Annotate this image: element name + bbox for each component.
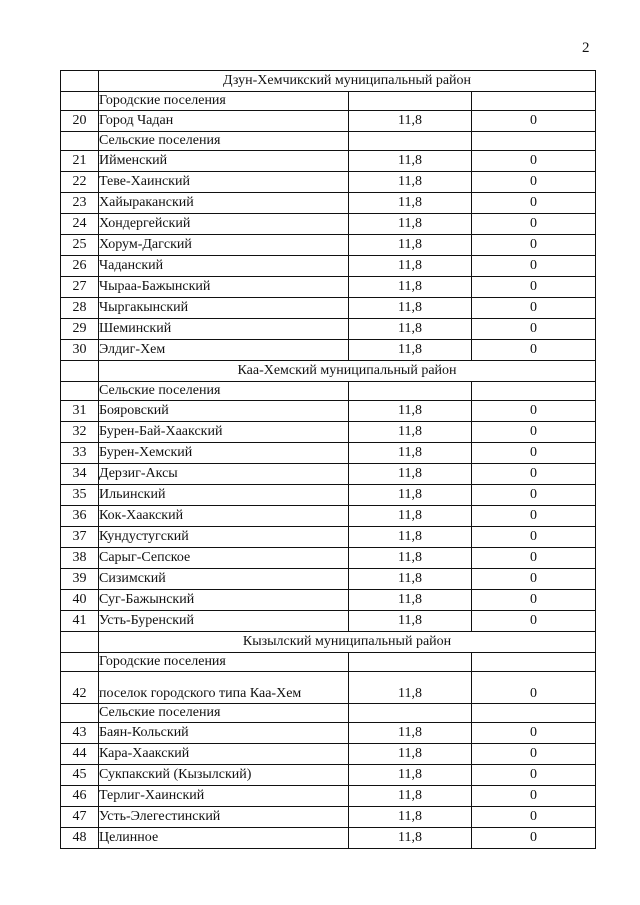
settlement-group-label: Сельские поселения bbox=[99, 704, 349, 723]
row-number: 32 bbox=[61, 422, 99, 443]
settlement-group-label: Городские поселения bbox=[99, 653, 349, 672]
rate-value: 11,8 bbox=[349, 401, 472, 422]
settlement-name: Целинное bbox=[99, 828, 349, 849]
empty-cell bbox=[349, 92, 472, 111]
settlement-name: Кара-Хаакский bbox=[99, 744, 349, 765]
table-row bbox=[61, 765, 596, 786]
zero-value: 0 bbox=[472, 807, 596, 828]
zero-value: 0 bbox=[472, 193, 596, 214]
zero-value: 0 bbox=[472, 611, 596, 632]
settlement-group-label: Сельские поселения bbox=[99, 382, 349, 401]
district-header-row bbox=[61, 361, 596, 382]
zero-value: 0 bbox=[472, 151, 596, 172]
row-number: 20 bbox=[61, 111, 99, 132]
settlement-name: Чаданский bbox=[99, 256, 349, 277]
rate-value: 11,8 bbox=[349, 506, 472, 527]
row-number: 48 bbox=[61, 828, 99, 849]
rate-value: 11,8 bbox=[349, 765, 472, 786]
zero-value: 0 bbox=[472, 506, 596, 527]
rate-value: 11,8 bbox=[349, 744, 472, 765]
settlement-name: Хайыраканский bbox=[99, 193, 349, 214]
empty-cell bbox=[472, 704, 596, 723]
settlement-name: Хорум-Дагский bbox=[99, 235, 349, 256]
empty-cell bbox=[472, 92, 596, 111]
row-number: 28 bbox=[61, 298, 99, 319]
district-header-row bbox=[61, 71, 596, 92]
rate-value: 11,8 bbox=[349, 527, 472, 548]
empty-cell bbox=[472, 382, 596, 401]
row-number: 42 bbox=[61, 672, 99, 704]
district-title: Каа-Хемский муниципальный район bbox=[99, 361, 596, 382]
table-row bbox=[61, 506, 596, 527]
table-row bbox=[61, 485, 596, 506]
zero-value: 0 bbox=[472, 340, 596, 361]
settlement-name: Элдиг-Хем bbox=[99, 340, 349, 361]
table-row bbox=[61, 172, 596, 193]
table-row bbox=[61, 786, 596, 807]
settlement-name: Чыраа-Бажынский bbox=[99, 277, 349, 298]
table-row bbox=[61, 672, 596, 704]
settlement-name: Сизимский bbox=[99, 569, 349, 590]
settlement-name: Дерзиг-Аксы bbox=[99, 464, 349, 485]
municipal-rates-table bbox=[60, 70, 596, 849]
table-row bbox=[61, 298, 596, 319]
rate-value: 11,8 bbox=[349, 422, 472, 443]
settlement-group-row bbox=[61, 92, 596, 111]
zero-value: 0 bbox=[472, 527, 596, 548]
rate-value: 11,8 bbox=[349, 235, 472, 256]
empty-cell bbox=[61, 361, 99, 382]
zero-value: 0 bbox=[472, 298, 596, 319]
empty-cell bbox=[61, 382, 99, 401]
settlement-name: Ильинский bbox=[99, 485, 349, 506]
table-row bbox=[61, 527, 596, 548]
row-number: 47 bbox=[61, 807, 99, 828]
settlement-name: Бояровский bbox=[99, 401, 349, 422]
settlement-name: Суг-Бажынский bbox=[99, 590, 349, 611]
settlement-name: Сарыг-Сепское bbox=[99, 548, 349, 569]
rate-value: 11,8 bbox=[349, 172, 472, 193]
table-row bbox=[61, 807, 596, 828]
row-number: 22 bbox=[61, 172, 99, 193]
page-number: 2 bbox=[582, 40, 590, 56]
table-row bbox=[61, 256, 596, 277]
zero-value: 0 bbox=[472, 590, 596, 611]
rate-value: 11,8 bbox=[349, 340, 472, 361]
table-row bbox=[61, 569, 596, 590]
rate-value: 11,8 bbox=[349, 807, 472, 828]
table-row bbox=[61, 401, 596, 422]
zero-value: 0 bbox=[472, 786, 596, 807]
row-number: 23 bbox=[61, 193, 99, 214]
rate-value: 11,8 bbox=[349, 828, 472, 849]
table-row bbox=[61, 235, 596, 256]
row-number: 25 bbox=[61, 235, 99, 256]
district-title: Кызылский муниципальный район bbox=[99, 632, 596, 653]
row-number: 46 bbox=[61, 786, 99, 807]
table-row bbox=[61, 548, 596, 569]
settlement-name: Шеминский bbox=[99, 319, 349, 340]
settlement-name: Сукпакский (Кызылский) bbox=[99, 765, 349, 786]
row-number: 27 bbox=[61, 277, 99, 298]
rate-value: 11,8 bbox=[349, 193, 472, 214]
rate-value: 11,8 bbox=[349, 298, 472, 319]
settlement-group-row bbox=[61, 653, 596, 672]
zero-value: 0 bbox=[472, 277, 596, 298]
settlement-name: Усть-Элегестинский bbox=[99, 807, 349, 828]
table-row bbox=[61, 277, 596, 298]
empty-cell bbox=[61, 92, 99, 111]
table-row bbox=[61, 151, 596, 172]
table-row bbox=[61, 611, 596, 632]
settlement-name: Ийменский bbox=[99, 151, 349, 172]
settlement-name: Чыргакынский bbox=[99, 298, 349, 319]
row-number: 29 bbox=[61, 319, 99, 340]
settlement-name: поселок городского типа Каа-Хем bbox=[99, 672, 349, 704]
table-row bbox=[61, 111, 596, 132]
zero-value: 0 bbox=[472, 401, 596, 422]
row-number: 40 bbox=[61, 590, 99, 611]
zero-value: 0 bbox=[472, 111, 596, 132]
zero-value: 0 bbox=[472, 172, 596, 193]
table-row bbox=[61, 214, 596, 235]
rate-value: 11,8 bbox=[349, 256, 472, 277]
row-number: 30 bbox=[61, 340, 99, 361]
row-number: 45 bbox=[61, 765, 99, 786]
zero-value: 0 bbox=[472, 744, 596, 765]
settlement-group-row bbox=[61, 132, 596, 151]
zero-value: 0 bbox=[472, 256, 596, 277]
table-row bbox=[61, 464, 596, 485]
empty-cell bbox=[349, 382, 472, 401]
rate-value: 11,8 bbox=[349, 548, 472, 569]
empty-cell bbox=[472, 653, 596, 672]
zero-value: 0 bbox=[472, 569, 596, 590]
rate-value: 11,8 bbox=[349, 723, 472, 744]
table-row bbox=[61, 828, 596, 849]
empty-cell bbox=[349, 653, 472, 672]
row-number: 41 bbox=[61, 611, 99, 632]
settlement-name: Кундустугский bbox=[99, 527, 349, 548]
empty-cell bbox=[349, 132, 472, 151]
table-row bbox=[61, 340, 596, 361]
settlement-name: Город Чадан bbox=[99, 111, 349, 132]
row-number: 37 bbox=[61, 527, 99, 548]
zero-value: 0 bbox=[472, 672, 596, 704]
row-number: 36 bbox=[61, 506, 99, 527]
row-number: 44 bbox=[61, 744, 99, 765]
empty-cell bbox=[349, 704, 472, 723]
table-row bbox=[61, 723, 596, 744]
rate-value: 11,8 bbox=[349, 151, 472, 172]
settlement-name: Терлиг-Хаинский bbox=[99, 786, 349, 807]
empty-cell bbox=[61, 704, 99, 723]
zero-value: 0 bbox=[472, 464, 596, 485]
settlement-group-row bbox=[61, 382, 596, 401]
settlement-name: Бурен-Бай-Хаакский bbox=[99, 422, 349, 443]
zero-value: 0 bbox=[472, 548, 596, 569]
row-number: 43 bbox=[61, 723, 99, 744]
zero-value: 0 bbox=[472, 214, 596, 235]
rate-value: 11,8 bbox=[349, 590, 472, 611]
rate-value: 11,8 bbox=[349, 786, 472, 807]
row-number: 38 bbox=[61, 548, 99, 569]
settlement-group-row bbox=[61, 704, 596, 723]
settlement-name: Кок-Хаакский bbox=[99, 506, 349, 527]
empty-cell bbox=[61, 132, 99, 151]
row-number: 31 bbox=[61, 401, 99, 422]
row-number: 21 bbox=[61, 151, 99, 172]
rate-value: 11,8 bbox=[349, 214, 472, 235]
rate-value: 11,8 bbox=[349, 611, 472, 632]
row-number: 24 bbox=[61, 214, 99, 235]
table-row bbox=[61, 443, 596, 464]
rate-value: 11,8 bbox=[349, 485, 472, 506]
empty-cell bbox=[61, 71, 99, 92]
rate-value: 11,8 bbox=[349, 464, 472, 485]
zero-value: 0 bbox=[472, 828, 596, 849]
settlement-name: Теве-Хаинский bbox=[99, 172, 349, 193]
zero-value: 0 bbox=[472, 422, 596, 443]
table-body bbox=[61, 71, 596, 849]
settlement-name: Баян-Кольский bbox=[99, 723, 349, 744]
zero-value: 0 bbox=[472, 765, 596, 786]
settlement-name: Бурен-Хемский bbox=[99, 443, 349, 464]
empty-cell bbox=[61, 653, 99, 672]
settlement-name: Хондергейский bbox=[99, 214, 349, 235]
zero-value: 0 bbox=[472, 235, 596, 256]
row-number: 39 bbox=[61, 569, 99, 590]
zero-value: 0 bbox=[472, 723, 596, 744]
district-title: Дзун-Хемчикский муниципальный район bbox=[99, 71, 596, 92]
row-number: 34 bbox=[61, 464, 99, 485]
table-row bbox=[61, 590, 596, 611]
empty-cell bbox=[61, 632, 99, 653]
row-number: 35 bbox=[61, 485, 99, 506]
rate-value: 11,8 bbox=[349, 277, 472, 298]
rate-value: 11,8 bbox=[349, 443, 472, 464]
rate-value: 11,8 bbox=[349, 111, 472, 132]
row-number: 33 bbox=[61, 443, 99, 464]
settlement-group-label: Сельские поселения bbox=[99, 132, 349, 151]
rate-value: 11,8 bbox=[349, 319, 472, 340]
table-row bbox=[61, 319, 596, 340]
settlement-name: Усть-Буренский bbox=[99, 611, 349, 632]
row-number: 26 bbox=[61, 256, 99, 277]
table-row bbox=[61, 193, 596, 214]
rate-value: 11,8 bbox=[349, 569, 472, 590]
zero-value: 0 bbox=[472, 443, 596, 464]
table-row bbox=[61, 422, 596, 443]
settlement-group-label: Городские поселения bbox=[99, 92, 349, 111]
zero-value: 0 bbox=[472, 485, 596, 506]
empty-cell bbox=[472, 132, 596, 151]
table-row bbox=[61, 744, 596, 765]
district-header-row bbox=[61, 632, 596, 653]
zero-value: 0 bbox=[472, 319, 596, 340]
rate-value: 11,8 bbox=[349, 672, 472, 704]
